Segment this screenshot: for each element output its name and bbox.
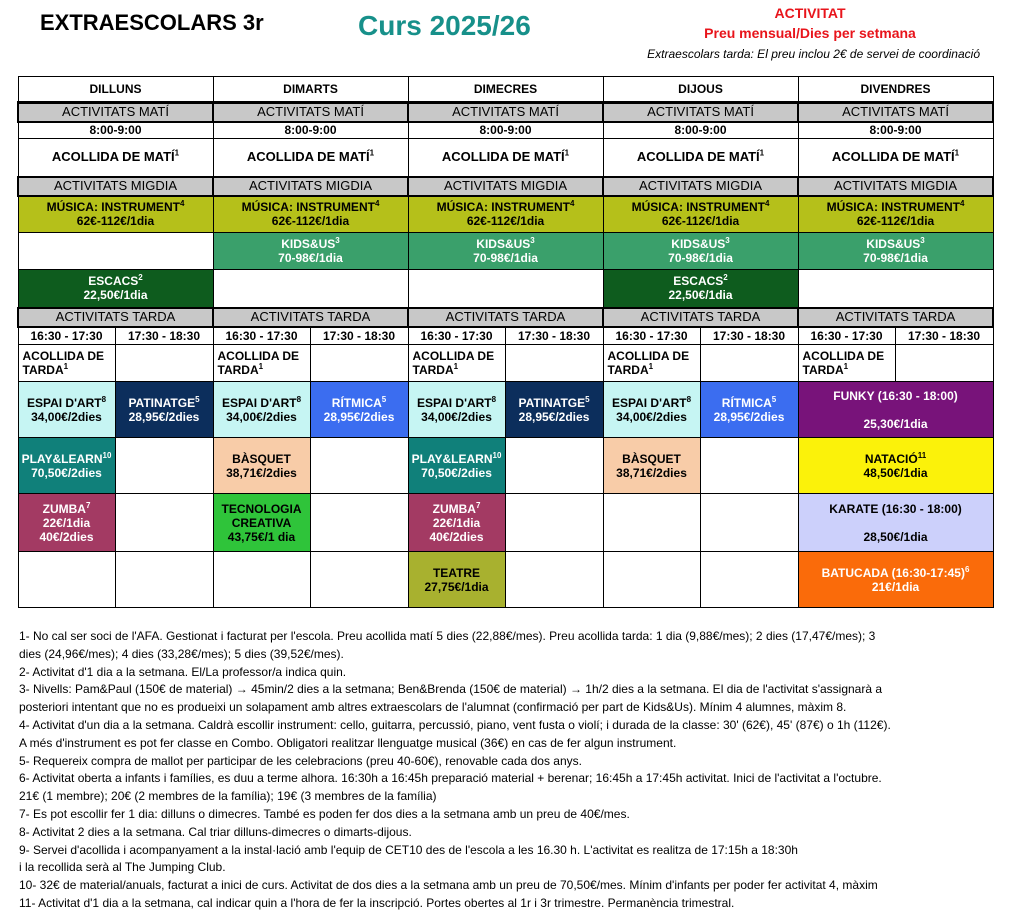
activity-price: 70-98€/1dia	[473, 251, 538, 265]
footnote-ref: 1	[369, 148, 375, 158]
activity-price: 40€/2dies	[429, 529, 484, 544]
activity-price: 34,00€/2dies	[31, 409, 102, 424]
activity-name: ACOLLIDA DE	[22, 349, 105, 363]
activity-price: 34,00€/2dies	[421, 409, 492, 424]
activity-name: ESPAI D'ART	[416, 395, 492, 410]
footnote-ref: 1	[63, 362, 69, 371]
activity-name: ACOLLIDA DE MATÍ	[246, 149, 370, 165]
activity-price: 22€/1dia	[432, 515, 481, 530]
activity-name: PLAY&LEARN	[21, 451, 103, 466]
empty-cell	[895, 345, 993, 382]
acollida-mati-cell	[798, 139, 993, 177]
activity-name: MÚSICA: INSTRUMENT	[241, 200, 375, 215]
empty-cell	[505, 552, 603, 608]
footnote-line: 21€ (1 membre); 20€ (2 membres de la família); 19€ (3 membres de la família)	[19, 789, 437, 804]
acollida-mati-cell	[603, 139, 798, 177]
tarda-time-first: 16:30 - 17:30	[213, 327, 310, 345]
activity-name: NATACIÓ	[864, 451, 918, 466]
activity-batucada	[798, 552, 993, 608]
footnote-line: i la recollida serà al The Jumping Club.	[19, 860, 226, 875]
footnote-ref: 3	[530, 236, 535, 245]
tarda-time-second: 17:30 - 18:30	[895, 327, 993, 345]
empty-cell	[310, 345, 408, 382]
footnote-ref: 8	[296, 394, 302, 404]
activity-name: ESPAI D'ART	[221, 395, 297, 410]
activity-name: RÍTMICA	[331, 395, 382, 410]
activity-price: 70-98€/1dia	[863, 251, 928, 265]
section-header-tarda: ACTIVITATS TARDA	[18, 308, 213, 327]
coordination-note: Extraescolars tarda: El preu inclou 2€ de servei de coordinació	[647, 47, 980, 61]
empty-cell	[505, 345, 603, 382]
activity-price: 22,50€/1dia	[83, 288, 148, 303]
footnote-ref: 7	[475, 500, 481, 510]
tarda-time-second: 17:30 - 18:30	[505, 327, 603, 345]
activity-name: TARDA	[217, 363, 259, 377]
activity-name: KIDS&US	[866, 237, 921, 251]
activity-ritmica	[700, 382, 798, 438]
empty-cell	[700, 494, 798, 552]
activity-musica	[603, 196, 798, 233]
activity-name: TARDA	[412, 363, 454, 377]
footnotes	[19, 628, 999, 913]
section-header-mati: ACTIVITATS MATÍ	[408, 103, 603, 122]
tarda-time-first: 16:30 - 17:30	[603, 327, 700, 345]
activity-name: MÚSICA: INSTRUMENT	[46, 200, 180, 215]
activity-karate	[798, 494, 993, 552]
footnote-ref: 5	[771, 394, 777, 404]
footnote-ref: 4	[764, 199, 770, 209]
activity-name: TARDA	[802, 363, 844, 377]
activity-zumba	[18, 494, 115, 552]
activity-price: 28,95€/2dies	[518, 409, 590, 424]
activity-price: 34,00€/2dies	[616, 409, 687, 424]
footnote-ref: 4	[179, 199, 185, 209]
section-header-tarda: ACTIVITATS TARDA	[213, 308, 408, 327]
activity-price: 43,75€/1 dia	[227, 529, 296, 544]
activity-price: 28,95€/2dies	[713, 409, 785, 424]
activity-zumba	[408, 494, 505, 552]
footnote-ref: 4	[569, 199, 575, 209]
activity-play-learn	[408, 438, 505, 494]
activity-espai-dart	[18, 382, 115, 438]
footnote-ref: 4	[374, 199, 380, 209]
activity-name: ACOLLIDA DE MATÍ	[441, 149, 565, 165]
activity-name: MÚSICA: INSTRUMENT	[826, 200, 960, 215]
activity-funky	[798, 382, 993, 438]
footnote-ref: 2	[723, 273, 728, 283]
activity-name: PATINATGE	[518, 395, 586, 410]
empty-cell	[603, 494, 700, 552]
activity-kidsandus	[603, 233, 798, 270]
tarda-time-first: 16:30 - 17:30	[798, 327, 895, 345]
activity-musica	[798, 196, 993, 233]
activity-price: 38,71€/2dies	[226, 465, 297, 480]
activity-price: 28,95€/2dies	[128, 409, 200, 424]
day-header-divendres: DIVENDRES	[798, 77, 993, 103]
acollida-tarda-cell	[603, 345, 700, 382]
footnote-line: dies (24,96€/mes); 4 dies (33,28€/mes); 5 dies (39,52€/mes).	[19, 646, 344, 661]
section-header-tarda: ACTIVITATS TARDA	[408, 308, 603, 327]
activity-price: 34,00€/2dies	[226, 409, 297, 424]
activity-price: 70-98€/1dia	[668, 251, 733, 265]
activity-name: ESPAI D'ART	[26, 395, 102, 410]
activity-price: 70-98€/1dia	[278, 251, 343, 265]
school-year: Curs 2025/26	[358, 10, 531, 41]
day-header-dimarts: DIMARTS	[213, 77, 408, 103]
footnote-ref: 3	[335, 236, 340, 245]
activity-price: 21€/1dia	[871, 579, 920, 594]
activity-name: PLAY&LEARN	[411, 451, 493, 466]
tarda-time-first: 16:30 - 17:30	[408, 327, 505, 345]
activity-name: MÚSICA: INSTRUMENT	[436, 200, 570, 215]
tarda-time-row	[18, 327, 993, 345]
activity-name: ESPAI D'ART	[611, 395, 687, 410]
tarda-time-first: 16:30 - 17:30	[18, 327, 115, 345]
section-header-mati: ACTIVITATS MATÍ	[798, 103, 993, 122]
activity-name: ACOLLIDA DE	[607, 349, 690, 363]
activity-name: ESCACS	[88, 274, 139, 289]
footnote-ref: 10	[492, 450, 502, 460]
activity-natacio	[798, 438, 993, 494]
section-header-migdia: ACTIVITATS MIGDIA	[18, 177, 213, 196]
activity-name: KIDS&US	[476, 237, 531, 251]
footnote-line: 8- Activitat 2 dies a la setmana. Cal triar dilluns-dimecres o dimarts-dijous.	[19, 824, 412, 839]
section-header-migdia: ACTIVITATS MIGDIA	[213, 177, 408, 196]
activity-name: KIDS&US	[671, 237, 726, 251]
acollida-tarda-cell	[18, 345, 115, 382]
empty-cell	[115, 494, 213, 552]
footnote-ref: 8	[491, 394, 497, 404]
legend	[700, 3, 920, 43]
activity-kidsandus	[798, 233, 993, 270]
musica-row	[18, 196, 993, 233]
activity-price: 27,75€/1dia	[424, 579, 489, 594]
morning-time: 8:00-9:00	[798, 122, 993, 139]
footnote-ref: 5	[195, 394, 200, 404]
empty-cell	[115, 552, 213, 608]
tarda-time-second: 17:30 - 18:30	[115, 327, 213, 345]
acollida-tarda-cell	[408, 345, 505, 382]
activity-name: ZUMBA	[42, 501, 86, 516]
footnote-ref: 1	[843, 362, 849, 371]
activity-musica	[213, 196, 408, 233]
footnote-ref: 1	[258, 362, 264, 371]
activity-musica	[408, 196, 603, 233]
activity-name: ACOLLIDA DE MATÍ	[831, 149, 955, 165]
activity-espai-dart	[408, 382, 505, 438]
activity-name: KIDS&US	[281, 237, 336, 251]
section-header-migdia: ACTIVITATS MIGDIA	[603, 177, 798, 196]
activity-name: ACOLLIDA DE MATÍ	[51, 149, 175, 165]
section-header-tarda: ACTIVITATS TARDA	[603, 308, 798, 327]
activity-basquet	[213, 438, 310, 494]
activity-price: 70,50€/2dies	[31, 465, 102, 480]
empty-cell	[213, 552, 310, 608]
tarda-time-second: 17:30 - 18:30	[700, 327, 798, 345]
footnote-ref: 3	[920, 236, 925, 245]
activity-price: 48,50€/1dia	[863, 465, 928, 480]
footnote-ref: 1	[453, 362, 459, 371]
section-header-migdia: ACTIVITATS MIGDIA	[798, 177, 993, 196]
empty-cell	[505, 438, 603, 494]
footnote-line: 5- Requereix compra de mallot per participar de les celebracions (preu 40-60€), renovable cada dos anys.	[19, 753, 582, 768]
footnote-ref: 2	[138, 273, 143, 283]
section-header-tarda: ACTIVITATS TARDA	[798, 308, 993, 327]
footnote-ref: 8	[686, 394, 692, 404]
page-header	[0, 0, 1012, 70]
footnote-line: 10- 32€ de material/anuals, facturat a inici de curs. Activitat de dos dies a la setmana amb un preu de 70,50€/mes. Mínim d'infants per poder fer activitat 4, màxim	[19, 878, 878, 893]
activity-musica	[18, 196, 213, 233]
activity-name: ACOLLIDA DE MATÍ	[636, 149, 760, 165]
activity-tecnologia-creativa	[213, 494, 310, 552]
footnote-ref: 1	[648, 362, 654, 371]
activity-name: PATINATGE	[128, 395, 196, 410]
morning-time: 8:00-9:00	[213, 122, 408, 139]
activity-name: TECNOLOGIA	[221, 501, 302, 516]
acollida-mati-cell	[18, 139, 213, 177]
footnote-ref: 10	[102, 450, 112, 460]
schedule-table	[17, 76, 994, 608]
empty-cell	[310, 552, 408, 608]
activity-name: ACOLLIDA DE	[412, 349, 495, 363]
morning-time: 8:00-9:00	[18, 122, 213, 139]
activity-name: BÀSQUET	[232, 451, 291, 466]
morning-time: 8:00-9:00	[408, 122, 603, 139]
empty-cell	[310, 438, 408, 494]
activity-name: FUNKY (16:30 - 18:00)	[833, 388, 958, 403]
footnote-line: 11- Activitat d'1 dia a la setmana, cal indicar quin a l'hora de fer la inscripció. Portes obertes al 1r i 3r trimestre. Permanència trimestral.	[19, 895, 735, 910]
footnote-ref: 1	[759, 148, 765, 158]
activity-price: 38,71€/2dies	[616, 465, 687, 480]
activity-name: ESCACS	[673, 274, 724, 289]
empty-cell	[798, 270, 993, 308]
footnote-ref: 6	[964, 564, 970, 574]
activity-price: 22,50€/1dia	[668, 288, 733, 303]
activity-price: 28,95€/2dies	[323, 409, 395, 424]
tarda-row-4	[18, 494, 993, 552]
morning-time: 8:00-9:00	[603, 122, 798, 139]
kids-row	[18, 233, 993, 270]
day-header-dimecres: DIMECRES	[408, 77, 603, 103]
acollida-tarda-row	[18, 345, 993, 382]
footnote-ref: 5	[585, 394, 590, 404]
empty-cell	[700, 438, 798, 494]
empty-cell	[505, 494, 603, 552]
footnote-line: 4- Activitat d'un dia a la setmana. Caldrà escollir instrument: cello, guitarra, percussió, piano, vent fusta o violí; i durada de la classe: 30' (62€), 45' (87€) o 1h (112€).	[19, 717, 891, 732]
activity-play-learn	[18, 438, 115, 494]
morning-activity-row	[18, 139, 993, 177]
empty-cell	[18, 233, 213, 270]
day-header-row	[18, 77, 993, 103]
footnote-ref: 7	[85, 500, 91, 510]
activity-name: BÀSQUET	[622, 451, 681, 466]
empty-cell	[213, 270, 408, 308]
activity-espai-dart	[603, 382, 700, 438]
activity-price: 62€-112€/1dia	[466, 214, 545, 229]
footnote-ref: 1	[954, 148, 960, 158]
day-header-dijous: DIJOUS	[603, 77, 798, 103]
footnote-line: 2- Activitat d'1 dia a la setmana. El/La professor/a indica quin.	[19, 664, 347, 679]
activity-price: 22€/1dia	[42, 515, 91, 530]
activity-escacs	[603, 270, 798, 308]
section-tarda-row	[18, 308, 993, 327]
section-header-migdia: ACTIVITATS MIGDIA	[408, 177, 603, 196]
tarda-row-2	[18, 382, 993, 438]
activity-name: TARDA	[22, 363, 64, 377]
footnote-line: posteriori intentant que no es produeixi un solapament amb altres extraescolars de l'alumnat (confirmació per part de Kids&Us). Mínim 4 alumnes, màxim 8.	[19, 700, 847, 715]
footnote-ref: 3	[725, 236, 730, 245]
empty-cell	[18, 552, 115, 608]
activity-price: 62€-112€/1dia	[76, 214, 155, 229]
activity-name: ZUMBA	[432, 501, 476, 516]
section-migdia-row	[18, 177, 993, 196]
footnote-ref: 8	[101, 394, 107, 404]
activity-kidsandus	[408, 233, 603, 270]
activity-name: ACOLLIDA DE	[802, 349, 885, 363]
activity-name: KARATE (16:30 - 18:00)	[829, 501, 962, 516]
activity-price: 25,30€/1dia	[863, 416, 928, 431]
empty-cell	[115, 438, 213, 494]
empty-cell	[408, 270, 603, 308]
activity-name: TARDA	[607, 363, 649, 377]
page-title: EXTRAESCOLARS 3r	[40, 10, 264, 35]
activity-price: 70,50€/2dies	[421, 465, 492, 480]
activity-escacs	[18, 270, 213, 308]
empty-cell	[700, 552, 798, 608]
activity-name: BATUCADA (16:30-17:45)	[821, 565, 965, 580]
section-header-mati: ACTIVITATS MATÍ	[213, 103, 408, 122]
activity-ritmica	[310, 382, 408, 438]
section-mati-row	[18, 103, 993, 122]
activity-price: 28,50€/1dia	[863, 529, 928, 544]
section-header-mati: ACTIVITATS MATÍ	[603, 103, 798, 122]
acollida-tarda-cell	[213, 345, 310, 382]
footnote-line: 6- Activitat oberta a infants i famílies, es duu a terme alhora. 16:30h a 16:45h preparació material + berenar; 16:45h a 17:45h activitat. Inici de l'activitat a l'octubre.	[19, 771, 882, 786]
legend-title: ACTIVITAT	[774, 5, 846, 21]
escacs-row	[18, 270, 993, 308]
empty-cell	[603, 552, 700, 608]
empty-cell	[310, 494, 408, 552]
tarda-time-second: 17:30 - 18:30	[310, 327, 408, 345]
activity-name: MÚSICA: INSTRUMENT	[631, 200, 765, 215]
activity-price: 62€-112€/1dia	[856, 214, 935, 229]
day-header-dilluns: DILLUNS	[18, 77, 213, 103]
acollida-mati-cell	[213, 139, 408, 177]
legend-subtitle: Preu mensual/Dies per setmana	[704, 25, 916, 41]
activity-patinatge	[505, 382, 603, 438]
section-header-mati: ACTIVITATS MATÍ	[18, 103, 213, 122]
tarda-row-5	[18, 552, 993, 608]
footnote-ref: 11	[917, 450, 927, 460]
footnote-line: 7- Es pot escollir fer 1 dia: dilluns o dimecres. També es poden fer dos dies a la setmana amb un preu de 40€/mes.	[19, 806, 630, 821]
activity-name: ACOLLIDA DE	[217, 349, 300, 363]
activity-kidsandus	[213, 233, 408, 270]
activity-price: 62€-112€/1dia	[661, 214, 740, 229]
activity-price: 40€/2dies	[39, 529, 94, 544]
activity-patinatge	[115, 382, 213, 438]
footnote-ref: 5	[381, 394, 387, 404]
empty-cell	[115, 345, 213, 382]
activity-name: CREATIVA	[231, 515, 292, 530]
footnote-line: 3- Nivells: Pam&Paul (150€ de material) → 45min/2 dies a la setmana; Ben&Brenda (150€ de material) → 1h/2 dies a la setmana. El dia de l'activitat s'assignarà a	[19, 682, 883, 697]
footnote-ref: 1	[174, 148, 180, 158]
empty-cell	[700, 345, 798, 382]
footnote-line: 9- Servei d'acollida i acompanyament a la instal·lació amb l'equip de CET10 des de l'escola a les 16.30 h. L'activitat es realitza de 17:15h a 18:30h	[19, 842, 798, 857]
acollida-tarda-cell	[798, 345, 895, 382]
footnote-line: 1- No cal ser soci de l'AFA. Gestionat i facturat per l'escola. Preu acollida matí 5 dies (22,88€/mes). Preu acollida tarda: 1 dia (9,88€/mes); 2 dies (17,47€/mes); 3	[19, 629, 876, 643]
tarda-row-3	[18, 438, 993, 494]
activity-teatre	[408, 552, 505, 608]
footnote-line: A més d'instrument es pot fer classe en Combo. Obligatori realitzar llenguatge musical (36€) en cas de fer algun instrument.	[19, 735, 677, 750]
acollida-mati-cell	[408, 139, 603, 177]
footnote-ref: 1	[564, 148, 570, 158]
activity-basquet	[603, 438, 700, 494]
activity-espai-dart	[213, 382, 310, 438]
activity-name: TEATRE	[432, 565, 481, 580]
activity-price: 62€-112€/1dia	[271, 214, 350, 229]
morning-time-row	[18, 122, 993, 139]
activity-name: RÍTMICA	[721, 395, 772, 410]
footnote-ref: 4	[959, 199, 965, 209]
